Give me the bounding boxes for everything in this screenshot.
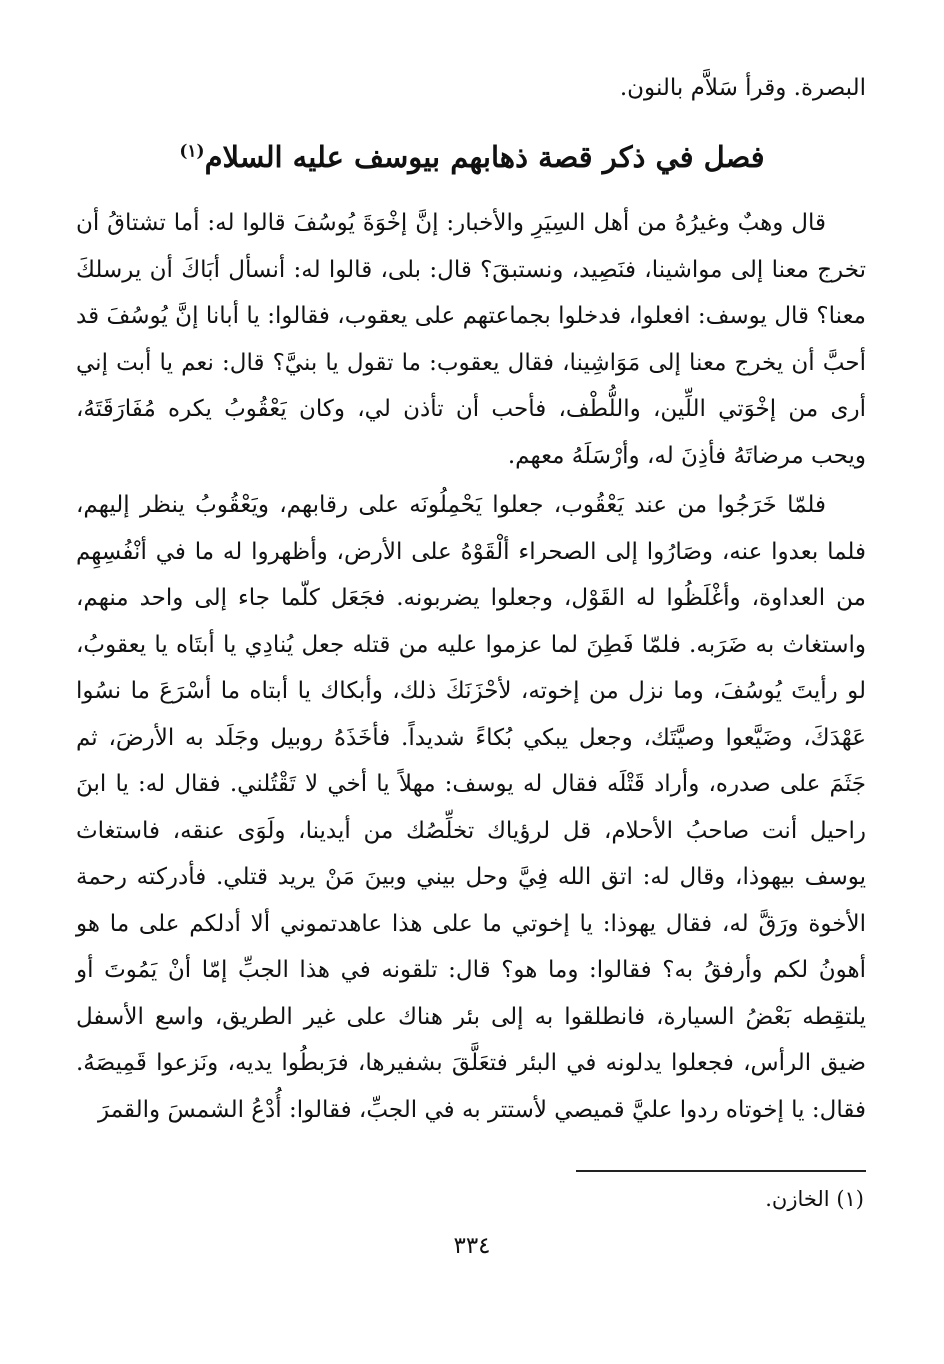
heading-footnote-marker: (١) [179,141,205,162]
page-number: ٣٣٤ [453,1233,491,1259]
continuation-line: البصرة. وقرأ سَلاَّم بالنون. [619,75,866,101]
paragraph-1: قال وهبٌ وغيرُهُ من أهل السِيَرِ والأخبار: إنَّ إخْوَةَ يُوسُفَ قالوا له: أما تشتاقُ أن تخرج معنا إلى مواشينا، فنَصِيد، ونستبقَ؟ قال: بلى، قالوا له: أنسأل أبَاكَ أن يرسلكَ معنا؟ قال يوسف: افعلوا، فدخلوا بجماعتهم على يعقوب، فقالوا: يا أبانا إنَّ يُوسُفَ قد أحبَّ أن يخرج معنا إلى مَوَاشِينا، فقال يعقوب: ما تقول يا بنيَّ؟ قال: نعم يا أبت إني أرى من إخْوَتي اللِّين، واللُّطْف، فأحب أن تأذن لي، وكان يَعْقُوبُ يكره مُفَارَقَتَهُ، ويحب مرضاتَهُ فأذِنَ له، وأرْسَلَهُ معهم. [76,210,866,469]
paragraph-2: فلمّا خَرَجُوا من عند يَعْقُوب، جعلوا يَحْمِلُونَه على رقابهم، ويَعْقُوبُ ينظر إليهم، فلما بعدوا عنه، وصَارُوا إلى الصحراء ألْقَوْهُ على الأرض، وأظهروا له ما في أنْفُسِهِم من العداوة، وأغْلَظُوا له القَوْل، وجعلوا يضربونه. فجَعَل كلّما جاء إلى واحد منهم، واستغاث به ضَرَبه. فلمّا فَطِنَ لما عزموا عليه من قتله جعل يُنادِي يا أبتَاه يا يعقوبُ، لو رأيتَ يُوسُفَ، وما نزل من إخوته، لأحْزَنَكَ ذلك، وأبكاك يا أبتاه ما أسْرَعَ ما نسُوا عَهْدَكَ، وضَيَّعوا وصيَّتَك، وجعل يبكي بُكاءً شديداً. فأخَذَهُ روبيل وجَلَد به الأرضَ، ثم جَثَمَ على صدره، وأراد قَتْلَه فقال له يوسف: مهلاً يا أخي لا تَقْتُلني. فقال له: يا ابنَ راحيل أنت صاحبُ الأحلام، قل لرؤياك تخلِّصُك من أيدينا، ولَوَى عنقه، فاستغاث يوسف بيهوذا، وقال له: اتق الله فِيَّ وحل بيني وبينَ مَنْ يريد قتلي. فأدركته رحمة الأخوة ورَقَّ له، فقال يهوذا: يا إخوتي ما على هذا عاهدتموني ألا أدلكم على ما هو أهونُ لكم وأرفقُ به؟ فقالوا: وما هو؟ قال: تلقونه في هذا الجبِّ إمّا أنْ يَمُوتَ أو يلتقِطه بَعْضُ السيارة، فانطلقوا به إلى بئر هناك على غير الطريق، واسع الأسفل ضيق الرأس، فجعلوا يدلونه في البئر فتعَلَّقَ بشفيرها، فرَبطُوا يديه، ونَزعوا قَمِيصَهُ. فقال: يا إخوتاه ردوا عليَّ قميصي لأستتر به في الجبِّ، فقالوا: أُدْعُ الشمسَ والقمرَ [76,492,866,1123]
section-heading-title: فصل في ذكر قصة ذهابهم بيوسف عليه السلام [204,140,765,174]
footnote: (١) الخازن. [765,1187,864,1211]
footnote-divider [576,1170,866,1172]
section-heading [0,140,944,174]
